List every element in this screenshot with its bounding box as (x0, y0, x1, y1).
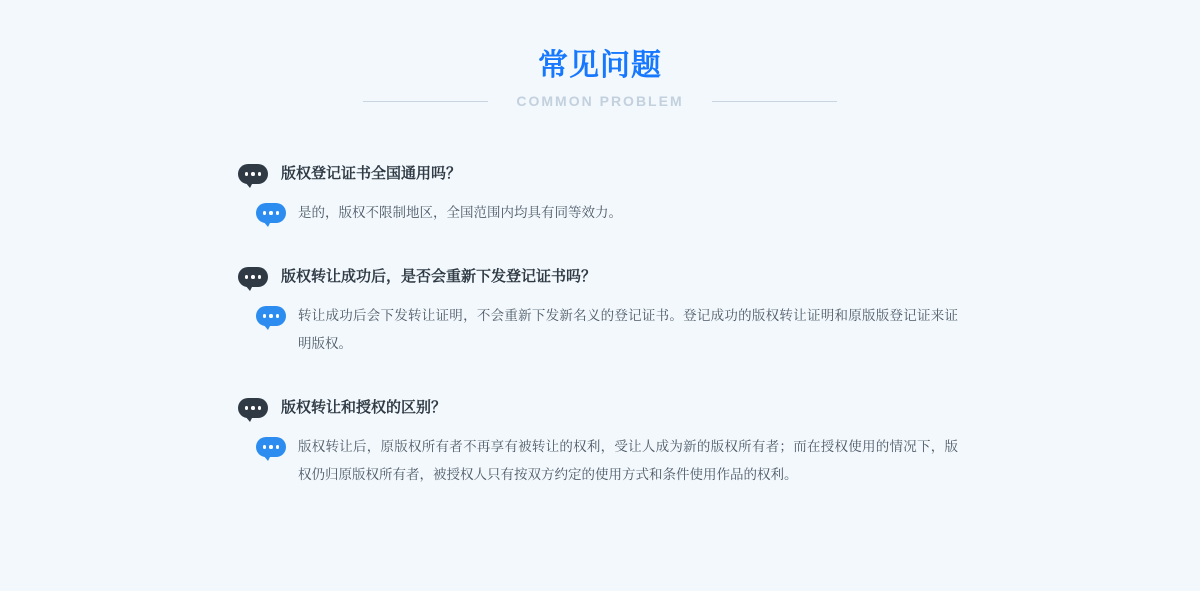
subtitle-row (0, 92, 1200, 110)
faq-question-row (238, 164, 960, 184)
answer-bubble-icon (256, 437, 286, 457)
page-header (0, 0, 1200, 110)
question-bubble-icon (238, 164, 268, 184)
faq-answer-text: 是的，版权不限制地区，全国范围内均具有同等效力。 (298, 205, 622, 220)
page-subtitle: COMMON PROBLEM (516, 93, 684, 109)
page-title: 常见问题 (538, 49, 662, 82)
divider-line-right (712, 101, 837, 102)
answer-bubble-icon (256, 203, 286, 223)
faq-answer-text: 版权转让后，原版权所有者不再享有被转让的权利，受让人成为新的版权所有者；而在授权使用的情况下，版权仍归原版权所有者，被授权人只有按双方约定的使用方式和条件使用作品的权利。 (298, 439, 958, 482)
faq-question-text: 版权转让成功后，是否会重新下发登记证书吗？ (281, 268, 597, 285)
faq-list (0, 164, 1200, 489)
faq-question-text: 版权登记证书全国通用吗？ (281, 165, 462, 182)
faq-item (238, 164, 960, 227)
faq-answer-row (238, 199, 960, 227)
question-bubble-icon (238, 398, 268, 418)
answer-bubble-icon (256, 306, 286, 326)
faq-question-row (238, 398, 960, 418)
faq-answer-row (238, 433, 960, 489)
faq-question-text: 版权转让和授权的区别？ (281, 399, 447, 416)
faq-item (238, 267, 960, 358)
divider-line-left (363, 101, 488, 102)
question-bubble-icon (238, 267, 268, 287)
faq-item (238, 398, 960, 489)
faq-answer-text: 转让成功后会下发转让证明，不会重新下发新名义的登记证书。登记成功的版权转让证明和原版版登记证来证明版权。 (298, 308, 958, 351)
faq-question-row (238, 267, 960, 287)
faq-answer-row (238, 302, 960, 358)
